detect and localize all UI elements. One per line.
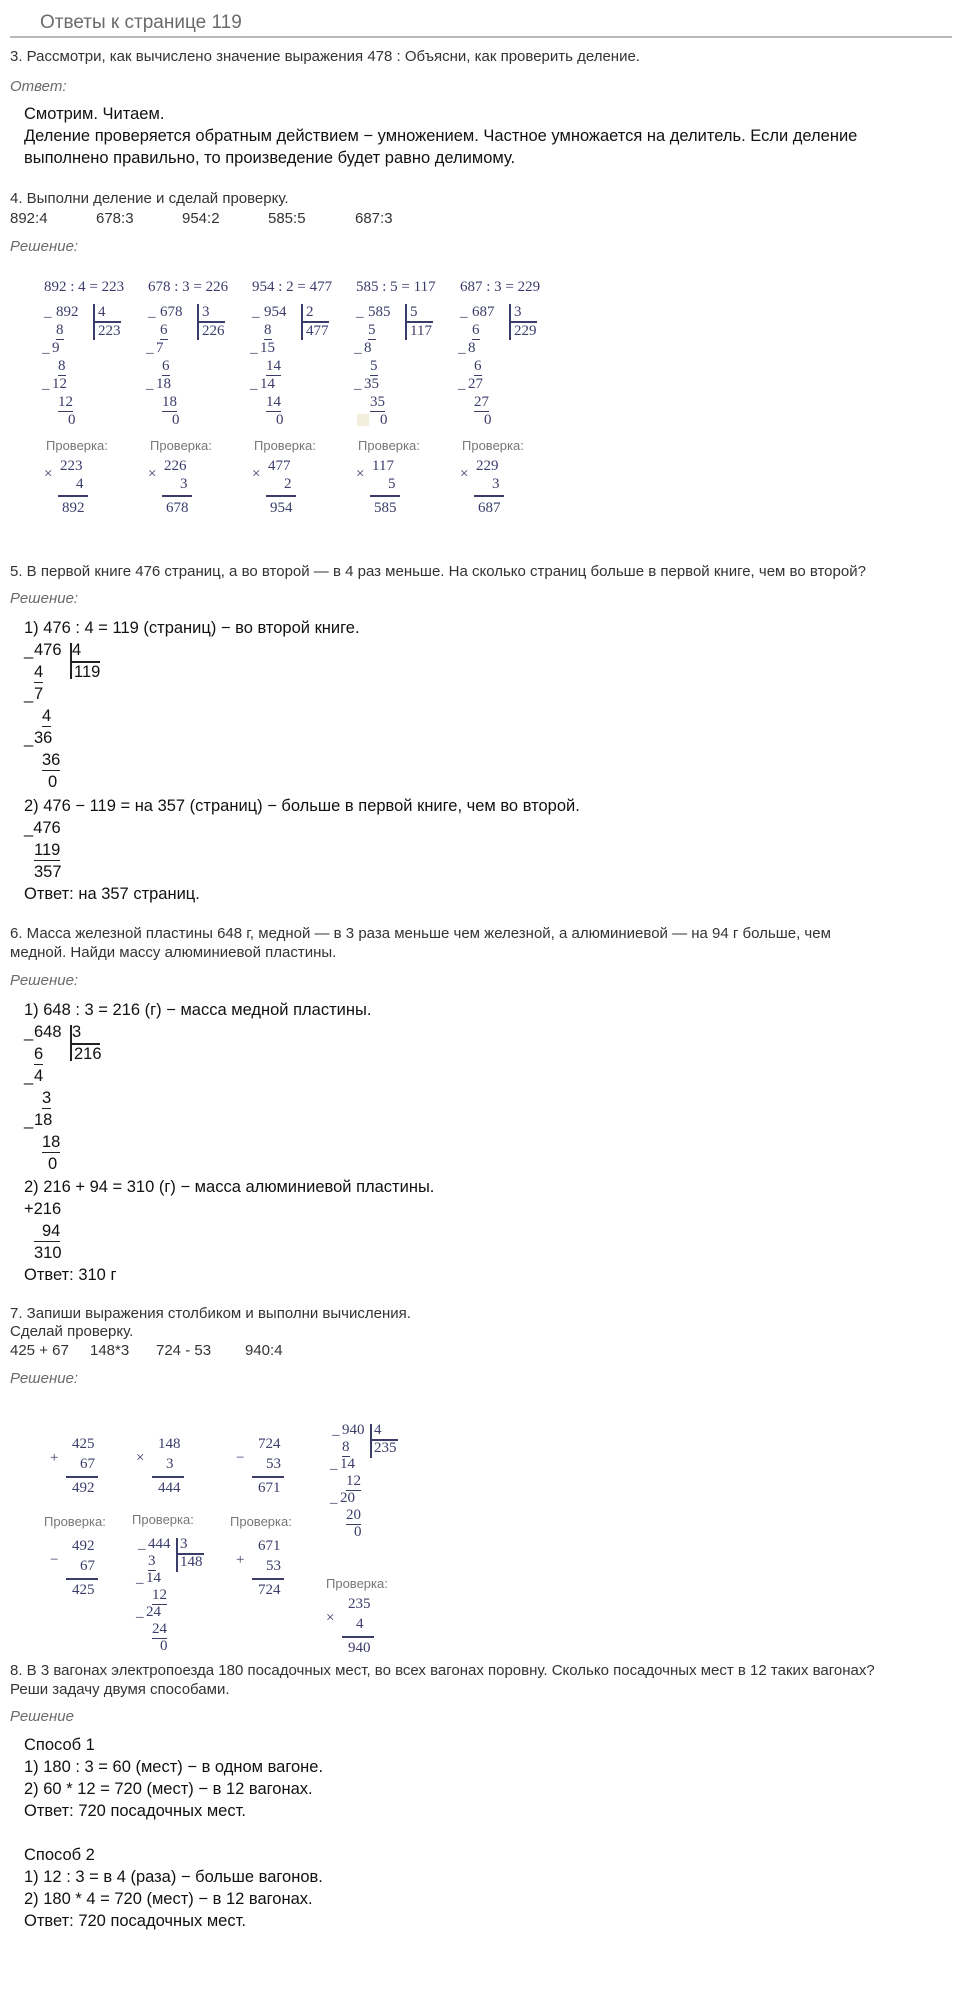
step-value: 3 xyxy=(148,1553,156,1569)
step-value: 27 xyxy=(474,394,489,410)
step-value: 0 xyxy=(48,1155,58,1173)
q3-answer-label: Ответ: xyxy=(10,78,67,95)
factor: 2 xyxy=(284,476,292,492)
column-multiply-sign: × xyxy=(136,1450,145,1466)
column-multiply-line xyxy=(152,1476,184,1478)
step-value: 14 xyxy=(146,1570,161,1586)
q4-expr: 954:2 xyxy=(182,210,220,227)
step-value: 35 xyxy=(370,394,385,410)
column-subtract-result: 671 xyxy=(258,1480,281,1496)
quotient: 148 xyxy=(180,1554,203,1570)
check-label: Проверка: xyxy=(132,1512,194,1527)
check-label: Проверка: xyxy=(46,438,108,453)
product: 954 xyxy=(270,500,293,516)
check-multiply-sign: × xyxy=(326,1610,335,1626)
multiply-sign: × xyxy=(252,466,261,482)
q4-expr: 892:4 xyxy=(10,210,48,227)
column-multiply-a: 148 xyxy=(158,1436,181,1452)
step-value: 36 xyxy=(34,729,53,747)
q6-answer: Ответ: 310 г xyxy=(24,1266,117,1284)
step-value: 6 xyxy=(160,322,168,338)
division-equation: 892 : 4 = 223 xyxy=(44,279,125,295)
check-label: Проверка: xyxy=(462,438,524,453)
q8-way2-title: Способ 2 xyxy=(24,1846,95,1864)
check-label: Проверка: xyxy=(254,438,316,453)
step-value: 12 xyxy=(346,1473,361,1489)
step-value: 8 xyxy=(264,322,272,338)
dividend: 476 xyxy=(34,641,62,659)
step-value: 6 xyxy=(34,1045,44,1063)
minus-sign: _ xyxy=(24,1111,34,1129)
column-add-a: 425 xyxy=(72,1436,95,1452)
check-add-a: 671 xyxy=(258,1538,281,1554)
division-bar xyxy=(176,1538,178,1572)
division-equation: 585 : 5 = 117 xyxy=(356,279,436,295)
minus-sign: _ xyxy=(250,340,258,356)
divisor: 5 xyxy=(410,304,418,320)
step-value: 0 xyxy=(160,1638,168,1654)
check-label: Проверка: xyxy=(230,1514,292,1529)
column-multiply-b: 3 xyxy=(166,1456,174,1472)
divisor: 3 xyxy=(514,304,522,320)
step-value: 6 xyxy=(162,358,170,374)
q4-solution-label: Решение: xyxy=(10,238,79,255)
divisor: 4 xyxy=(72,641,82,659)
quotient-line xyxy=(405,321,433,323)
sum-line xyxy=(370,495,400,497)
step-value: 18 xyxy=(34,1111,53,1129)
dividend: 678 xyxy=(160,304,183,320)
column-subtract-a: 724 xyxy=(258,1436,281,1452)
factor: 3 xyxy=(492,476,500,492)
q6-step2: 2) 216 + 94 = 310 (г) − масса алюминиевой пластины. xyxy=(24,1178,435,1196)
step-value: 0 xyxy=(276,412,284,428)
q8-way1-answer: Ответ: 720 посадочных мест. xyxy=(24,1802,246,1820)
divisor: 3 xyxy=(72,1023,82,1041)
q6-question-1: 6. Масса железной пластины 648 г, медной — в 3 раза меньше чем железной, а алюминиевой — на 94 г больше, чем xyxy=(10,925,831,942)
minus-sign: _ xyxy=(458,376,466,392)
divisor: 3 xyxy=(202,304,210,320)
step-value: 4 xyxy=(34,1067,44,1085)
column-add-b: 67 xyxy=(80,1456,95,1472)
minus-sign: _ xyxy=(354,376,362,392)
check-multiply-line xyxy=(342,1636,374,1638)
q8-way1-title: Способ 1 xyxy=(24,1736,95,1754)
factor: 223 xyxy=(60,458,83,474)
q6-solution-label: Решение: xyxy=(10,972,79,989)
step-value: 27 xyxy=(468,376,483,392)
step-value: 8 xyxy=(58,358,66,374)
check-add-line xyxy=(252,1578,284,1580)
q4-expr: 585:5 xyxy=(268,210,306,227)
q3-line-3: выполнено правильно, то произведение будет равно делимому. xyxy=(24,149,516,167)
check-subtract-a: 492 xyxy=(72,1538,95,1554)
q8-way1-step: 2) 60 * 12 = 720 (мест) − в 12 вагонах. xyxy=(24,1780,313,1798)
step-value: 7 xyxy=(156,340,164,356)
minus-sign: _ xyxy=(250,376,258,392)
q7-expr: 425 + 67 xyxy=(10,1342,69,1359)
step-value: 6 xyxy=(472,322,480,338)
factor: 117 xyxy=(372,458,394,474)
minus-sign: _ xyxy=(252,304,260,320)
step-value: 14 xyxy=(260,376,275,392)
q6-add-result: 310 xyxy=(34,1244,62,1262)
sum-line xyxy=(474,495,504,497)
q8-question-1: 8. В 3 вагонах электропоезда 180 посадочных мест, во всех вагонах поровну. Сколько посадочных мест в 12 таких вагонах? xyxy=(10,1662,875,1679)
quotient: 216 xyxy=(74,1045,102,1063)
minus-sign: _ xyxy=(146,340,154,356)
product: 687 xyxy=(478,500,501,516)
step-value: 18 xyxy=(156,376,171,392)
step-value: 4 xyxy=(34,663,44,681)
step-value: 8 xyxy=(342,1439,350,1455)
q6-question-2: медной. Найди массу алюминиевой пластины. xyxy=(10,944,337,961)
column-add-result: 492 xyxy=(72,1480,95,1496)
minus-sign: _ xyxy=(42,340,50,356)
minus-sign: _ xyxy=(42,376,50,392)
minus-sign: _ xyxy=(354,340,362,356)
check-label: Проверка: xyxy=(326,1576,388,1591)
multiply-sign: × xyxy=(148,466,157,482)
step-value: 20 xyxy=(340,1490,355,1506)
product: 585 xyxy=(374,500,397,516)
minus-sign: _ xyxy=(24,641,34,659)
factor: 5 xyxy=(388,476,396,492)
check-label: Проверка: xyxy=(358,438,420,453)
dividend: 687 xyxy=(472,304,495,320)
check-multiply-b: 4 xyxy=(356,1616,364,1632)
q5-answer: Ответ: на 357 страниц. xyxy=(24,885,200,903)
step-value: 18 xyxy=(42,1133,61,1151)
step-value: 35 xyxy=(364,376,379,392)
minus-sign: _ xyxy=(146,376,154,392)
q4-expr: 687:3 xyxy=(355,210,393,227)
minus-sign: _ xyxy=(138,1536,146,1552)
minus-sign: _ xyxy=(44,304,52,320)
q4-expr: 678:3 xyxy=(96,210,134,227)
q3-line-1: Смотрим. Читаем. xyxy=(24,105,165,123)
step-value: 14 xyxy=(340,1456,355,1472)
step-value: 4 xyxy=(42,707,52,725)
step-value: 5 xyxy=(368,322,376,338)
column-subtract-sign: − xyxy=(236,1450,245,1466)
division-equation: 687 : 3 = 229 xyxy=(460,279,541,295)
step-value: 8 xyxy=(56,322,64,338)
column-add-line xyxy=(66,1476,98,1478)
division-bar xyxy=(370,1424,372,1458)
multiply-sign: × xyxy=(44,466,53,482)
quotient: 235 xyxy=(374,1440,397,1456)
check-add-result: 724 xyxy=(258,1582,281,1598)
check-subtract-line xyxy=(66,1578,98,1580)
q8-solution-label: Решение xyxy=(10,1708,74,1725)
dividend: 954 xyxy=(264,304,287,320)
step-value: 8 xyxy=(468,340,476,356)
column-add-sign: + xyxy=(50,1450,59,1466)
minus-sign: _ xyxy=(24,1023,34,1041)
q5-step2: 2) 476 − 119 = на 357 (страниц) − больше в первой книге, чем во второй. xyxy=(24,797,580,815)
quotient: 119 xyxy=(74,663,101,681)
sum-line xyxy=(58,495,88,497)
dividend: 940 xyxy=(342,1422,365,1438)
q7-expr: 940:4 xyxy=(245,1342,283,1359)
dividend: 892 xyxy=(56,304,79,320)
quotient-line xyxy=(301,321,329,323)
q6-add-a: +216 xyxy=(24,1200,62,1218)
q7-solution-label: Решение: xyxy=(10,1370,79,1387)
q8-way2-step: 1) 12 : 3 = в 4 (раза) − больше вагонов. xyxy=(24,1868,323,1886)
divisor: 2 xyxy=(306,304,314,320)
quotient-line xyxy=(509,321,537,323)
quotient-line xyxy=(197,321,225,323)
minus-sign: _ xyxy=(330,1490,338,1506)
quotient: 229 xyxy=(514,323,537,339)
step-value: 18 xyxy=(162,394,177,410)
q8-question-2: Реши задачу двумя способами. xyxy=(10,1681,230,1698)
product: 678 xyxy=(166,500,189,516)
division-equation: 954 : 2 = 477 xyxy=(252,279,333,295)
step-value: 36 xyxy=(42,751,61,769)
check-add-b: 53 xyxy=(266,1558,281,1574)
q5-sub-result: 357 xyxy=(34,863,62,881)
minus-sign: _ xyxy=(24,685,34,703)
check-add-sign: + xyxy=(236,1552,245,1568)
minus-sign: _ xyxy=(136,1604,144,1620)
q6-step1: 1) 648 : 3 = 216 (г) − масса медной пластины. xyxy=(24,1001,372,1019)
check-label: Проверка: xyxy=(150,438,212,453)
divisor: 3 xyxy=(180,1536,188,1552)
step-value: 24 xyxy=(146,1604,161,1620)
q8-way1-step: 1) 180 : 3 = 60 (мест) − в одном вагоне. xyxy=(24,1758,324,1776)
dividend: 444 xyxy=(148,1536,171,1552)
step-value: 12 xyxy=(152,1587,167,1603)
dividend: 648 xyxy=(34,1023,62,1041)
division-equation: 678 : 3 = 226 xyxy=(148,279,229,295)
header-divider xyxy=(10,36,952,38)
check-subtract-sign: − xyxy=(50,1552,59,1568)
check-multiply-result: 940 xyxy=(348,1640,371,1656)
minus-sign: _ xyxy=(24,1067,34,1085)
step-value: 0 xyxy=(68,412,76,428)
step-value: 0 xyxy=(380,412,388,428)
q6-add-b: 94 xyxy=(34,1222,60,1242)
quotient: 117 xyxy=(410,323,432,339)
smudge xyxy=(357,414,369,426)
step-value: 0 xyxy=(484,412,492,428)
sum-line xyxy=(162,495,192,497)
page-title: Ответы к странице 119 xyxy=(40,12,242,33)
factor: 4 xyxy=(76,476,84,492)
step-value: 12 xyxy=(58,394,73,410)
q8-way2-answer: Ответ: 720 посадочных мест. xyxy=(24,1912,246,1930)
step-value: 14 xyxy=(266,358,281,374)
divisor: 4 xyxy=(374,1422,382,1438)
step-value: 24 xyxy=(152,1621,167,1637)
factor: 3 xyxy=(180,476,188,492)
q4-question: 4. Выполни деление и сделай проверку. xyxy=(10,190,289,207)
q5-step1: 1) 476 : 4 = 119 (страниц) − во второй книге. xyxy=(24,619,360,637)
dividend: 585 xyxy=(368,304,391,320)
factor: 229 xyxy=(476,458,499,474)
step-value: 0 xyxy=(48,773,58,791)
check-subtract-b: 67 xyxy=(80,1558,95,1574)
factor: 226 xyxy=(164,458,187,474)
minus-sign: _ xyxy=(148,304,156,320)
column-subtract-b: 53 xyxy=(266,1456,281,1472)
step-value: 14 xyxy=(266,394,281,410)
q5-sub-minuend: _476 xyxy=(24,819,61,837)
quotient: 226 xyxy=(202,323,225,339)
sum-line xyxy=(266,495,296,497)
step-value: 9 xyxy=(52,340,60,356)
step-value: 6 xyxy=(474,358,482,374)
q7-question-2: Сделай проверку. xyxy=(10,1323,134,1340)
check-label: Проверка: xyxy=(44,1514,106,1529)
q5-solution-label: Решение: xyxy=(10,590,79,607)
divisor: 4 xyxy=(98,304,106,320)
minus-sign: _ xyxy=(330,1456,338,1472)
quotient: 477 xyxy=(306,323,329,339)
product: 892 xyxy=(62,500,85,516)
multiply-sign: × xyxy=(460,466,469,482)
q7-expr: 148*3 xyxy=(90,1342,130,1359)
minus-sign: _ xyxy=(356,304,364,320)
step-value: 8 xyxy=(364,340,372,356)
q3-question: 3. Рассмотри, как вычислено значение выражения 478 : Объясни, как проверить деление. xyxy=(10,48,640,65)
column-subtract-line xyxy=(252,1476,284,1478)
q3-line-2: Деление проверяется обратным действием − умножением. Частное умножается на делитель. Если деление xyxy=(24,127,858,145)
step-value: 0 xyxy=(354,1524,362,1540)
quotient-line xyxy=(93,321,121,323)
step-value: 0 xyxy=(172,412,180,428)
step-value: 3 xyxy=(42,1089,52,1107)
q5-sub-subtrahend: 119 xyxy=(34,841,61,859)
step-value: 12 xyxy=(52,376,67,392)
step-value: 15 xyxy=(260,340,275,356)
q5-question: 5. В первой книге 476 страниц, а во второй — в 4 раз меньше. На сколько страниц больше в первой книге, чем во второй? xyxy=(10,563,866,580)
minus-sign: _ xyxy=(136,1570,144,1586)
check-subtract-result: 425 xyxy=(72,1582,95,1598)
minus-sign: _ xyxy=(460,304,468,320)
check-multiply-a: 235 xyxy=(348,1596,371,1612)
q7-expr: 724 - 53 xyxy=(156,1342,212,1359)
minus-sign: _ xyxy=(24,729,34,747)
minus-sign: _ xyxy=(458,340,466,356)
minus-sign: _ xyxy=(332,1422,340,1438)
step-value: 5 xyxy=(370,358,378,374)
quotient: 223 xyxy=(98,323,121,339)
q8-way2-step: 2) 180 * 4 = 720 (мест) − в 12 вагонах. xyxy=(24,1890,313,1908)
factor: 477 xyxy=(268,458,291,474)
column-multiply-result: 444 xyxy=(158,1480,181,1496)
q7-question: 7. Запиши выражения столбиком и выполни вычисления. xyxy=(10,1305,411,1322)
step-value: 20 xyxy=(346,1507,361,1523)
step-value: 7 xyxy=(34,685,44,703)
multiply-sign: × xyxy=(356,466,365,482)
